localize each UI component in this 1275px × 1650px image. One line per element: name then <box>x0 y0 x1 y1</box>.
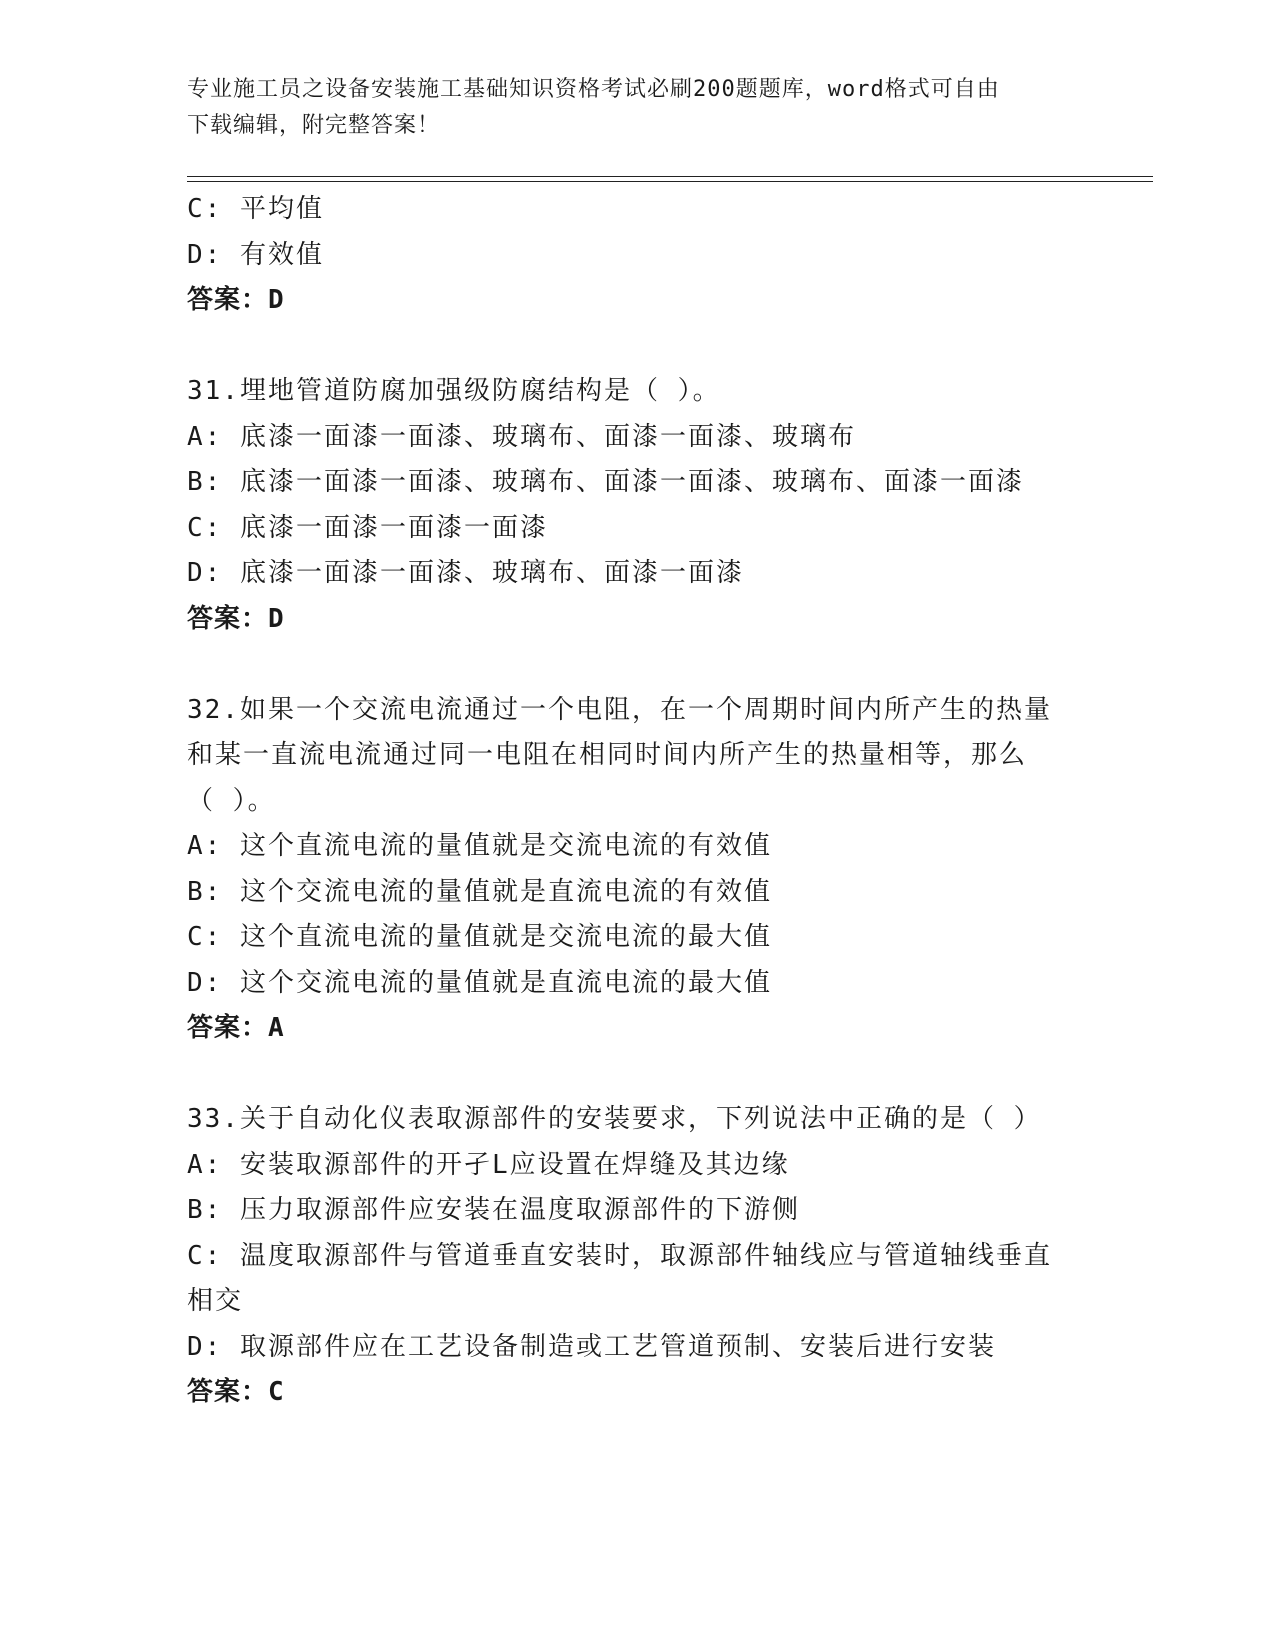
option-d: D: 有效值 <box>187 239 324 270</box>
option-d: D: 取源部件应在工艺设备制造或工艺管道预制、安装后进行安装 <box>187 1331 996 1362</box>
question-content <box>187 187 1087 1416</box>
answer-line: 答案：D <box>187 285 285 315</box>
spacer <box>187 324 1087 370</box>
option-d: D: 这个交流电流的量值就是直流电流的最大值 <box>187 967 772 998</box>
option-c: C: 底漆一面漆一面漆一面漆 <box>187 512 548 543</box>
option-b: B: 底漆一面漆一面漆、玻璃布、面漆一面漆、玻璃布、面漆一面漆 <box>187 467 1024 497</box>
question-stem: （ ）。 <box>187 785 276 816</box>
answer-line: 答案：D <box>187 603 285 634</box>
question-31 <box>187 369 1087 642</box>
answer-line: 答案：C <box>187 1377 285 1407</box>
question-32 <box>187 688 1087 1052</box>
option-b: B: 这个交流电流的量值就是直流电流的有效值 <box>187 876 772 907</box>
question-stem: 和某一直流电流通过同一电阻在相同时间内所产生的热量相等，那么 <box>187 740 1028 770</box>
option-d: D: 底漆一面漆一面漆、玻璃布、面漆一面漆 <box>187 558 744 588</box>
spacer <box>187 1052 1087 1098</box>
option-c: C: 这个直流电流的量值就是交流电流的最大值 <box>187 922 772 952</box>
prev-question-block <box>187 187 1087 324</box>
answer-line: 答案：A <box>187 1013 285 1043</box>
question-stem: 31.埋地管道防腐加强级防腐结构是（ ）。 <box>187 376 721 406</box>
option-a: A: 底漆一面漆一面漆、玻璃布、面漆一面漆、玻璃布 <box>187 421 856 452</box>
option-c: C: 温度取源部件与管道垂直安装时，取源部件轴线应与管道轴线垂直 <box>187 1240 1052 1271</box>
question-stem: 33.关于自动化仪表取源部件的安装要求，下列说法中正确的是（ ） <box>187 1104 1042 1134</box>
question-33 <box>187 1097 1087 1416</box>
question-stem: 32.如果一个交流电流通过一个电阻，在一个周期时间内所产生的热量 <box>187 694 1052 725</box>
option-a: A: 这个直流电流的量值就是交流电流的有效值 <box>187 831 772 861</box>
option-c: C: 平均值 <box>187 194 324 224</box>
option-a: A: 安装取源部件的开孑L应设置在焊缝及其边缘 <box>187 1149 790 1180</box>
header-line-2: 下载编辑，附完整答案！ <box>187 113 441 138</box>
header-line-1: 专业施工员之设备安装施工基础知识资格考试必刷200题题库，word格式可自由 <box>187 77 1000 102</box>
option-c-continued: 相交 <box>187 1286 244 1316</box>
option-b: B: 压力取源部件应安装在温度取源部件的下游侧 <box>187 1195 800 1225</box>
spacer <box>187 642 1087 688</box>
header-divider-bottom <box>187 181 1153 182</box>
document-header <box>187 72 1067 144</box>
header-divider-top <box>187 176 1153 177</box>
